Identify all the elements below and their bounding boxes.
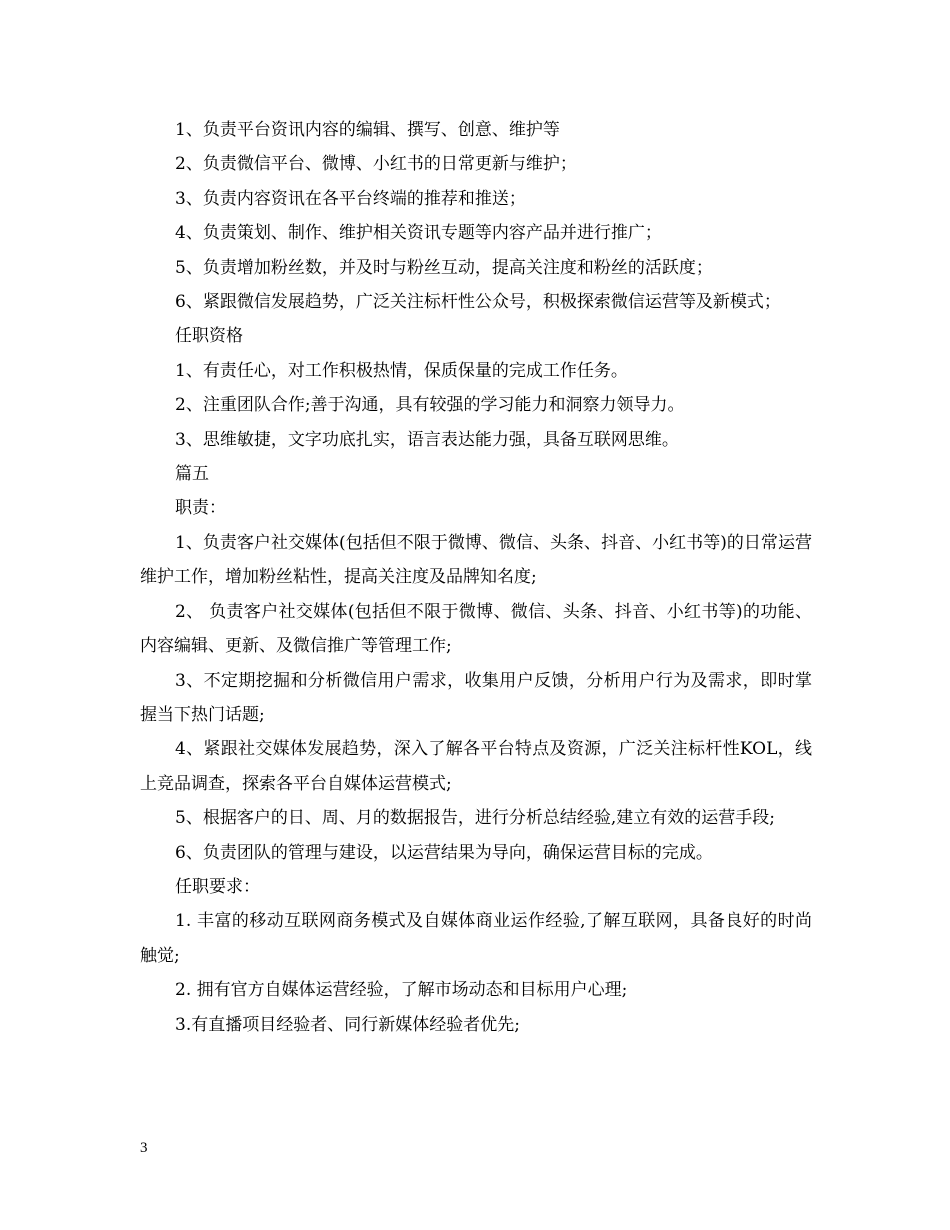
section-heading: 职责：: [175, 498, 226, 519]
paragraph: 1、有责任心，对工作积极热情，保质保量的完成工作任务。: [175, 360, 628, 381]
paragraph: 2. 拥有官方自媒体运营经验，了解市场动态和目标用户心理;: [175, 980, 628, 1001]
document-body: [140, 113, 812, 1042]
paragraph: 4、紧跟社交媒体发展趋势，深入了解各平台特点及资源，广泛关注标杆性KOL，线上竞品调查，探索各平台自媒体运营模式;: [140, 739, 812, 794]
paragraph: 5、根据客户的日、周、月的数据报告，进行分析总结经验,建立有效的运营手段;: [175, 808, 775, 829]
paragraph: 5、负责增加粉丝数，并及时与粉丝互动，提高关注度和粉丝的活跃度；: [175, 257, 713, 278]
paragraph: 4、负责策划、制作、维护相关资讯专题等内容产品并进行推广；: [175, 223, 662, 244]
paragraph: 3、负责内容资讯在各平台终端的推荐和推送；: [175, 188, 526, 209]
paragraph: 6、紧跟微信发展趋势，广泛关注标杆性公众号，积极探索微信运营等及新模式；: [175, 292, 781, 313]
page-number: 3: [140, 1140, 148, 1156]
section-heading: 篇五: [175, 464, 209, 485]
paragraph: 1、负责客户社交媒体(包括但不限于微博、微信、头条、抖音、小红书等)的日常运营维护工作，增加粉丝粘性，提高关注度及品牌知名度;: [140, 532, 812, 588]
paragraph: 3、思维敏捷，文字功底扎实，语言表达能力强，具备互联网思维。: [175, 429, 679, 450]
section-heading: 任职资格: [175, 326, 243, 347]
paragraph: 1、负责平台资讯内容的编辑、撰写、创意、维护等: [175, 120, 560, 140]
section-heading: 任职要求：: [175, 876, 260, 897]
paragraph: 6、负责团队的管理与建设，以运营结果为导向，确保运营目标的完成。: [175, 842, 713, 863]
paragraph: 3.有直播项目经验者、同行新媒体经验者优先;: [175, 1014, 520, 1035]
paragraph: 3、不定期挖掘和分析微信用户需求，收集用户反馈，分析用户行为及需求，即时掌握当下热门话题;: [140, 670, 812, 725]
paragraph: 1. 丰富的移动互联网商务模式及自媒体商业运作经验,了解互联网，具备良好的时尚触觉;: [140, 911, 812, 966]
paragraph: 2、负责微信平台、微博、小红书的日常更新与维护；: [175, 154, 577, 175]
paragraph: 2、注重团队合作;善于沟通，具有较强的学习能力和洞察力领导力。: [175, 395, 685, 416]
paragraph: 2、 负责客户社交媒体(包括但不限于微博、微信、头条、抖音、小红书等)的功能、内容编辑、更新、及微信推广等管理工作;: [140, 601, 812, 657]
